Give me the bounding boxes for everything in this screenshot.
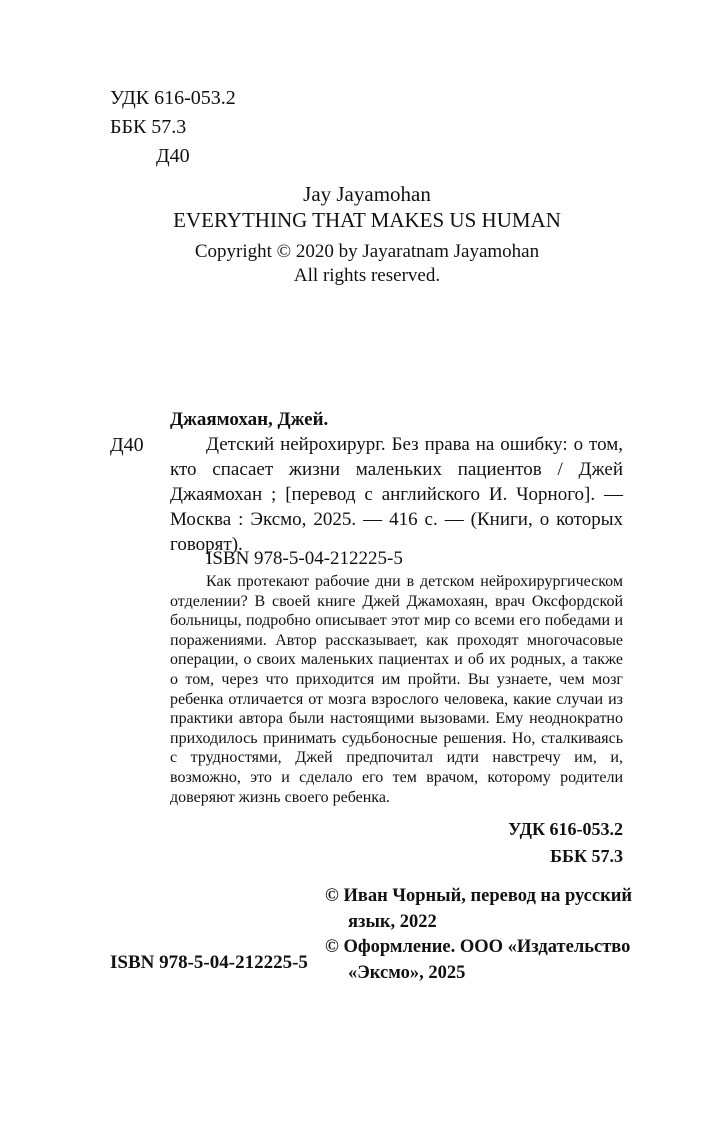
bibliographic-heading: Джаямохан, Джей. bbox=[170, 409, 329, 430]
rights-line: All rights reserved. bbox=[293, 265, 441, 286]
bibliographic-record bbox=[170, 407, 623, 557]
copyright-line: Copyright © 2020 by Jayaratnam Jayamohan bbox=[194, 241, 540, 262]
bbk-code-top: ББК 57.3 bbox=[110, 116, 187, 138]
bottom-classification-codes bbox=[170, 816, 623, 870]
author-sign-code-top: Д40 bbox=[156, 145, 190, 167]
udk-code-top: УДК 616-053.2 bbox=[110, 87, 236, 109]
isbn-bibliographic: ISBN 978-5-04-212225-5 bbox=[206, 548, 403, 569]
author-sign-code-margin: Д40 bbox=[110, 434, 144, 456]
original-author: Jay Jayamohan bbox=[303, 182, 431, 206]
original-title: EVERYTHING THAT MAKES US HUMAN bbox=[173, 208, 561, 232]
copyright-block bbox=[325, 884, 645, 986]
annotation-text: Как протекают рабочие дни в детском нейрохирургическом отделении? В своей книге Джей Джамохаян, врач Оксфордской больницы, подробно описывает этот мир со всеми его победами и поражениями. Автор рассказывает, как проходят многочасовые операции, о своих маленьких пациентах и об их родных, а также о том, через что приходится им пройти. Вы узнаете, чем мозг ребенка отличается от мозга взрослого человека, какие случаи из практики автора были настоящими вызовами. Ему неоднократно приходилось принимать судьбоносные решения. Но, сталкиваясь с трудностями, Джей предпочитал идти навстречу им, и, возможно, это и сделало его тем врачом, которому родители доверяют жизнь своего ребенка. bbox=[170, 573, 623, 806]
copyright-publisher: © Оформление. ООО «Издательство «Эксмо», 2025 bbox=[325, 937, 631, 983]
bibliographic-description: Детский нейрохирург. Без права на ошибку: о том, кто спасает жизни маленьких пациентов / Джей Джаямохан ; [перевод с английского И. Чорного]. — Москва : Эксмо, 2025. — 416 с. — (Книги, о которых говорят). bbox=[170, 434, 623, 555]
udk-code-bottom: УДК 616-053.2 bbox=[508, 819, 623, 839]
original-title-block bbox=[110, 181, 624, 288]
original-copyright-lines bbox=[110, 240, 624, 288]
copyright-translation: © Иван Чорный, перевод на русский язык, 2022 bbox=[325, 886, 633, 932]
top-classification-codes bbox=[110, 84, 236, 171]
bbk-code-bottom: ББК 57.3 bbox=[550, 846, 623, 866]
isbn-bottom: ISBN 978-5-04-212225-5 bbox=[110, 952, 308, 973]
